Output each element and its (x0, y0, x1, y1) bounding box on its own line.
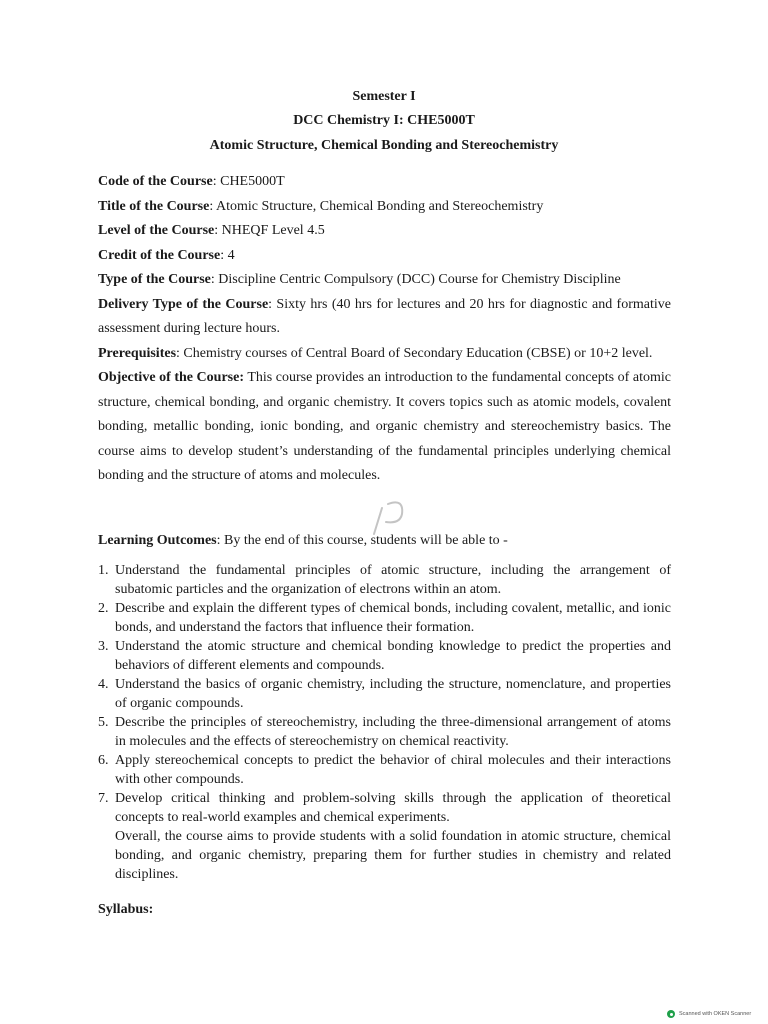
watermark-mark (360, 488, 420, 548)
list-item-number: 4. (98, 677, 109, 692)
course-name-heading: Atomic Structure, Chemical Bonding and Stereochemistry (209, 138, 559, 153)
code-value: : CHE5000T (212, 174, 285, 189)
credit-row (98, 244, 671, 269)
code-label: Code of the Course (98, 174, 213, 189)
list-item-number: 1. (98, 563, 109, 578)
objective-row (98, 366, 671, 489)
list-item (98, 713, 671, 751)
type-label: Type of the Course (98, 272, 211, 287)
type-row (98, 268, 671, 293)
level-label: Level of the Course (98, 223, 215, 238)
outcomes-closing: Overall, the course aims to provide students with a solid foundation in atomic structure, chemical bonding, and organic chemistry, preparing them for further studies in chemistry and related disciplines. (115, 829, 671, 882)
list-item (98, 675, 671, 713)
list-item-text: Understand the atomic structure and chemical bonding knowledge to predict the properties and behaviors of different elements and compounds. (115, 639, 671, 673)
code-row (98, 170, 671, 195)
list-item-text: Apply stereochemical concepts to predict the behavior of chiral molecules and their interactions with other compounds. (115, 753, 671, 787)
learning-outcomes-list (98, 561, 671, 884)
learning-outcomes-label: Learning Outcomes (98, 533, 217, 548)
list-item-text: Understand the fundamental principles of atomic structure, including the arrangement of subatomic particles and the organization of electrons within an atom. (115, 563, 671, 597)
list-item (98, 561, 671, 599)
delivery-row (98, 293, 671, 342)
list-item-text: Describe and explain the different types of chemical bonds, including covalent, metallic, and ionic bonds, and understand the factors that influence their formation. (115, 601, 671, 635)
level-value: : NHEQF Level 4.5 (214, 223, 325, 238)
delivery-label: Delivery Type of the Course (98, 296, 269, 312)
syllabus-heading: Syllabus: (98, 902, 154, 917)
prereq-row (98, 342, 671, 367)
level-row (98, 219, 671, 244)
objective-label: Objective of the Course: (98, 370, 244, 385)
list-item (98, 637, 671, 675)
prereq-value: : Chemistry courses of Central Board of Secondary Education (CBSE) or 10+2 level. (176, 345, 653, 361)
list-item-number: 6. (98, 753, 109, 768)
list-item-number: 5. (98, 715, 109, 730)
objective-value: This course provides an introduction to the fundamental concepts of atomic structure, chemical bonding, and organic chemistry. It covers topics such as atomic models, covalent bonding, metallic bonding, ionic bonding, and organic chemistry and stereochemistry basics. The course aims to develop student’s understanding of the fundamental principles underlying chemical bonding and the structure of atoms and molecules. (98, 370, 671, 483)
scanner-footer (667, 1008, 751, 1020)
course-details (98, 170, 671, 489)
list-item-number: 2. (98, 601, 109, 616)
scanner-footer-text: Scanned with OKEN Scanner (679, 1011, 752, 1017)
list-item-number: 3. (98, 639, 109, 654)
semester-heading: Semester I (352, 89, 416, 104)
list-item (98, 599, 671, 637)
list-item-text: Understand the basics of organic chemistry, including the structure, nomenclature, and properties of organic compounds. (115, 677, 671, 711)
learning-outcomes-lead: : By the end of this course, students will be able to - (216, 533, 508, 548)
list-item (98, 789, 671, 827)
course-code-heading: DCC Chemistry I: CHE5000T (293, 113, 475, 128)
title-value: : Atomic Structure, Chemical Bonding and Stereochemistry (209, 198, 544, 214)
title-label: Title of the Course (98, 198, 210, 214)
prereq-label: Prerequisites (98, 345, 177, 361)
scanner-logo-icon (667, 1010, 675, 1018)
list-item-number: 7. (98, 791, 109, 806)
credit-label: Credit of the Course (98, 247, 221, 263)
type-value: : Discipline Centric Compulsory (DCC) Course for Chemistry Discipline (210, 272, 621, 287)
list-item (98, 751, 671, 789)
delivery-value: : Sixty hrs (40 hrs for lectures and 20 hrs for diagnostic and formative assessment during lecture hours. (98, 296, 671, 336)
list-item-text: Describe the principles of stereochemistry, including the three-dimensional arrangement of atoms in molecules and the effects of stereochemistry on chemical reactivity. (115, 715, 671, 749)
title-row (98, 195, 671, 220)
credit-value: : 4 (220, 247, 235, 263)
list-item-text: Develop critical thinking and problem-solving skills through the application of theoretical concepts to real-world examples and chemical experiments. (115, 791, 671, 825)
